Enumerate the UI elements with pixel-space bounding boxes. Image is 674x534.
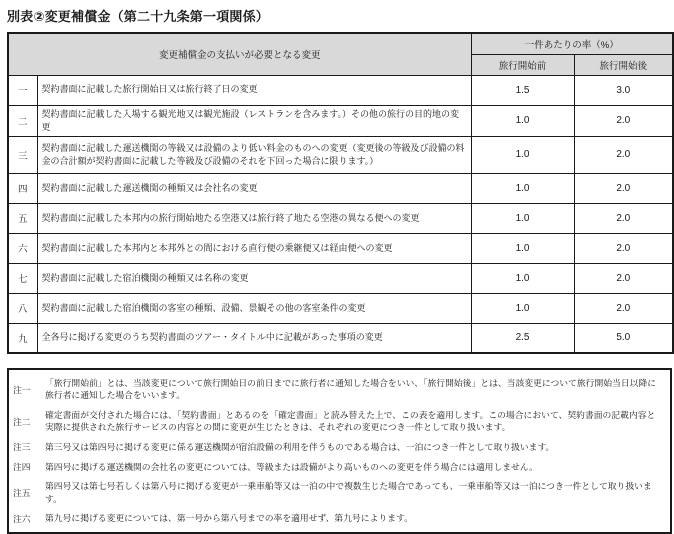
row-description: 契約書面に記載した旅行開始日又は旅行終了日の変更 xyxy=(37,75,471,105)
row-description: 契約書面に記載した本邦内と本邦外との間における直行便の乗継便又は経由便への変更 xyxy=(37,233,471,263)
row-number: 八 xyxy=(8,293,37,323)
row-number: 一 xyxy=(8,75,37,105)
table-row xyxy=(8,173,673,203)
compensation-table xyxy=(7,32,674,354)
table-row xyxy=(8,323,673,353)
row-description: 契約書面に記載した運送機関の等級又は設備のより低い料金のものへの変更（変更後の等級及び設備の料金の合計額が契約書面に記載した等級及び設備のそれを下回った場合に限ります。） xyxy=(37,136,471,173)
table-row xyxy=(8,203,673,233)
table-row xyxy=(8,263,673,293)
row-description: 契約書面に記載した入場する観光地又は観光施設（レストランを含みます。）その他の旅行の目的地の変更 xyxy=(37,105,471,136)
rate-after: 5.0 xyxy=(574,323,673,353)
note-text: 確定書面が交付された場合には、「契約書面」とあるのを「確定書面」と読み替えた上で、この表を適用します。この場合において、契約書面の記載内容と実際に提供された旅行サービスの内容との間に変更が生じたときは、それぞれの変更につき一件として取り扱います。 xyxy=(45,409,656,433)
table-row xyxy=(8,233,673,263)
note-row xyxy=(13,480,664,505)
row-number: 五 xyxy=(8,203,37,233)
note-row xyxy=(13,460,664,473)
table-row xyxy=(8,75,673,105)
note-text: 「旅行開始前」とは、当該変更について旅行開始日の前日までに旅行者に通知した場合をいい、「旅行開始後」とは、当該変更について旅行開始当日以降に旅行者に通知した場合をいいます。 xyxy=(45,378,657,401)
table-row xyxy=(8,293,673,323)
note-row xyxy=(13,512,664,525)
note-text: 第三号又は第四号に掲げる変更に係る運送機関が宿泊設備の利用を伴うものである場合は、一泊につき一件として取り扱います。 xyxy=(45,441,555,452)
note-label: 注五 xyxy=(13,488,31,499)
row-number: 四 xyxy=(8,173,37,203)
table-header xyxy=(8,33,673,75)
column-header-before: 旅行開始前 xyxy=(471,54,574,75)
rate-after: 3.0 xyxy=(574,75,673,105)
row-description: 契約書面に記載した本邦内の旅行開始地たる空港又は旅行終了地たる空港の異なる便への変更 xyxy=(37,203,471,233)
note-text: 第九号に掲げる変更については、第一号から第八号までの率を適用せず、第九号によります。 xyxy=(45,513,413,524)
note-row xyxy=(13,409,664,434)
column-header-after: 旅行開始後 xyxy=(574,54,673,75)
note-label: 注二 xyxy=(13,416,31,427)
page-title: 別表②変更補償金（第二十九条第一項関係） xyxy=(7,9,270,24)
note-label: 注六 xyxy=(13,513,31,524)
row-number: 三 xyxy=(8,136,37,173)
rate-before: 1.0 xyxy=(471,136,574,173)
row-description: 全各号に掲げる変更のうち契約書面のツアー・タイトル中に記載があった事項の変更 xyxy=(37,323,471,353)
rate-before: 1.0 xyxy=(471,105,574,136)
note-text: 第四号に掲げる運送機関の会社名の変更については、等級または設備がより高いものへの変更を伴う場合には適用しません。 xyxy=(45,461,538,472)
column-header-change: 変更補償金の支払いが必要となる変更 xyxy=(8,33,471,75)
row-description: 契約書面に記載した宿泊機関の客室の種類、設備、景観その他の客室条件の変更 xyxy=(37,293,471,323)
column-header-rate: 一件あたりの率（%） xyxy=(471,33,673,54)
rate-after: 2.0 xyxy=(574,105,673,136)
note-label: 注四 xyxy=(13,462,31,473)
rate-after: 2.0 xyxy=(574,293,673,323)
row-description: 契約書面に記載した宿泊機関の種類又は名称の変更 xyxy=(37,263,471,293)
rate-before: 1.0 xyxy=(471,203,574,233)
note-row xyxy=(13,440,664,453)
rate-after: 2.0 xyxy=(574,203,673,233)
note-row xyxy=(13,377,664,402)
note-text: 第四号又は第七号若しくは第八号に掲げる変更が一乗車船等又は一泊の中で複数生じた場合であっても、一乗車船等又は一泊につき一件として取り扱います。 xyxy=(45,481,652,504)
rate-after: 2.0 xyxy=(574,173,673,203)
rate-after: 2.0 xyxy=(574,136,673,173)
note-label: 注一 xyxy=(13,384,31,395)
note-label: 注三 xyxy=(13,442,31,453)
rate-before: 1.0 xyxy=(471,233,574,263)
notes-box xyxy=(7,368,672,534)
row-number: 六 xyxy=(8,233,37,263)
rate-before: 1.0 xyxy=(471,173,574,203)
rate-before: 2.5 xyxy=(471,323,574,353)
rate-after: 2.0 xyxy=(574,233,673,263)
row-number: 二 xyxy=(8,105,37,136)
rate-after: 2.0 xyxy=(574,263,673,293)
row-number: 九 xyxy=(8,323,37,353)
row-description: 契約書面に記載した運送機関の種類又は会社名の変更 xyxy=(37,173,471,203)
rate-before: 1.0 xyxy=(471,293,574,323)
row-number: 七 xyxy=(8,263,37,293)
table-row xyxy=(8,136,673,173)
rate-before: 1.5 xyxy=(471,75,574,105)
table-row xyxy=(8,105,673,136)
rate-before: 1.0 xyxy=(471,263,574,293)
